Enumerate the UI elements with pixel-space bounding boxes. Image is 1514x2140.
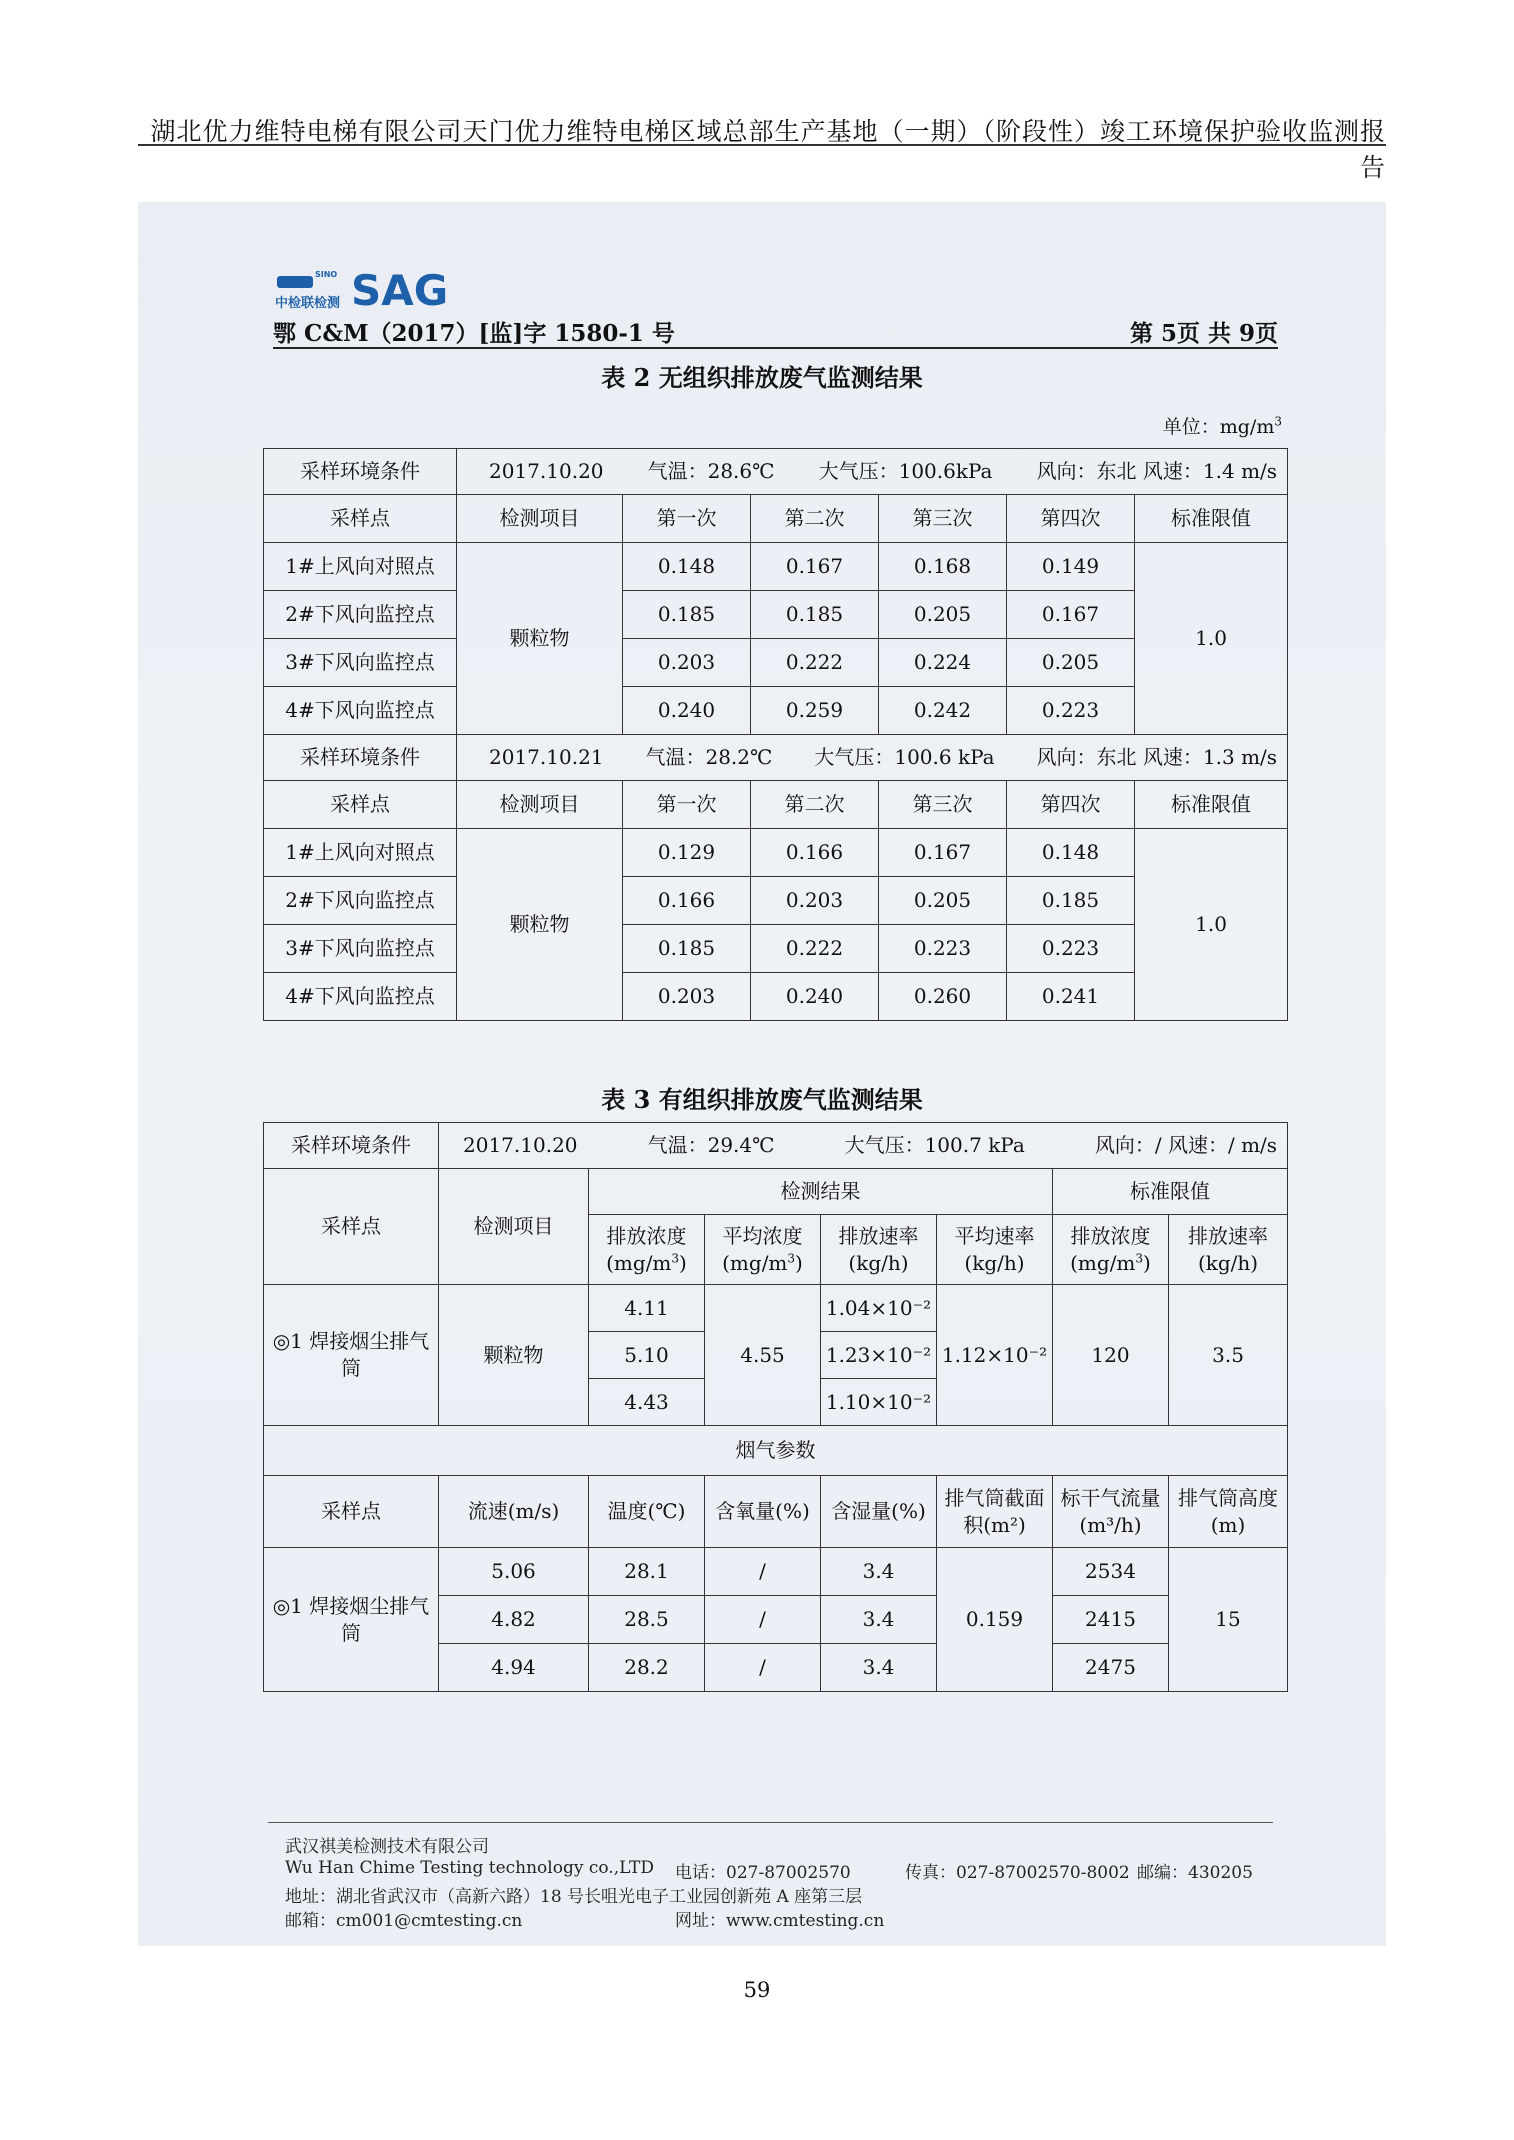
- value-cell: 0.223: [1007, 925, 1135, 973]
- page-of: 第 5页 共 9页: [1129, 320, 1278, 347]
- condition-date: 2017.10.20: [489, 459, 604, 483]
- header-cell: 第四次: [1007, 781, 1135, 829]
- test-item: 颗粒物: [457, 829, 623, 1021]
- header-cell: 第一次: [623, 495, 751, 543]
- condition-label: 采样环境条件: [264, 735, 457, 781]
- value-cell: 4.11: [589, 1285, 705, 1332]
- condition-temp: 气温：28.6℃: [647, 459, 775, 483]
- condition-values: [457, 449, 1288, 495]
- sampling-point: 3#下风向监控点: [264, 925, 457, 973]
- table-row: [264, 1285, 1288, 1332]
- condition-date: 2017.10.21: [489, 745, 604, 769]
- document-number: 鄂 C&M（2017）[监]字 1580-1 号: [273, 320, 675, 347]
- header-cell: 采样点: [264, 1476, 439, 1548]
- footer-website: 网址：www.cmtesting.cn: [675, 1911, 885, 1931]
- stack-height: 15: [1169, 1548, 1288, 1692]
- table2: [263, 448, 1288, 1021]
- value-cell: /: [705, 1548, 821, 1596]
- header-rule: [138, 144, 1386, 146]
- footer-rule: [268, 1822, 1273, 1823]
- header-cell: 检测结果: [589, 1169, 1053, 1215]
- footer-web-line: [285, 1906, 1285, 1931]
- test-item: 颗粒物: [439, 1285, 589, 1426]
- value-cell: 1.23×10⁻²: [821, 1332, 937, 1379]
- value-cell: 0.240: [751, 973, 879, 1021]
- value-cell: 3.4: [821, 1596, 937, 1644]
- value-cell: 0.203: [623, 973, 751, 1021]
- value-cell: 0.205: [1007, 639, 1135, 687]
- condition-wind: 风向：东北 风速：1.4 m/s: [1036, 459, 1278, 483]
- table2-title: 表 2 无组织排放废气监测结果: [601, 363, 923, 392]
- table-row: [264, 1548, 1288, 1596]
- value-cell: 28.1: [589, 1548, 705, 1596]
- avg-conc: 4.55: [705, 1285, 821, 1426]
- table2-header-row: [264, 495, 1288, 543]
- header-cell: 排放浓度 $(mg/m^3)$: [589, 1215, 705, 1285]
- condition-temp: 气温：28.2℃: [645, 745, 773, 769]
- value-cell: 4.94: [439, 1644, 589, 1692]
- document-number-rule: [273, 347, 1278, 349]
- condition-date: 2017.10.20: [463, 1133, 578, 1157]
- footer-company-en: Wu Han Chime Testing technology co.,LTD: [285, 1858, 654, 1878]
- header-cell: 第三次: [879, 495, 1007, 543]
- header-cell: 标准限值: [1135, 495, 1288, 543]
- table3-header-row: [264, 1169, 1288, 1215]
- value-cell: 0.149: [1007, 543, 1135, 591]
- value-cell: 0.168: [879, 543, 1007, 591]
- table-row: [264, 543, 1288, 591]
- condition-values: [457, 735, 1288, 781]
- table-row: [264, 973, 1288, 1021]
- header-cell: 标干气流量(m³/h): [1053, 1476, 1169, 1548]
- value-cell: /: [705, 1644, 821, 1692]
- sampling-point: ◎1 焊接烟尘排气筒: [264, 1285, 439, 1426]
- header-cell: 第一次: [623, 781, 751, 829]
- value-cell: 1.10×10⁻²: [821, 1379, 937, 1426]
- standard-limit: 1.0: [1135, 543, 1288, 735]
- header-cell: 含氧量(%): [705, 1476, 821, 1548]
- header-cell: 平均浓度 $(mg/m^3)$: [705, 1215, 821, 1285]
- stack-area: 0.159: [937, 1548, 1053, 1692]
- table-row: [264, 687, 1288, 735]
- value-cell: 0.129: [623, 829, 751, 877]
- table3-condition-row: [264, 1123, 1288, 1169]
- sag-logo: [275, 262, 455, 315]
- flue-title: 烟气参数: [264, 1426, 1288, 1476]
- value-cell: 0.166: [623, 877, 751, 925]
- value-cell: 0.223: [1007, 687, 1135, 735]
- value-cell: 0.222: [751, 639, 879, 687]
- value-cell: 0.242: [879, 687, 1007, 735]
- condition-wind: 风向：/ 风速：/ m/s: [1094, 1133, 1278, 1157]
- header-cell: 标准限值: [1135, 781, 1288, 829]
- footer-address: 地址：湖北省武汉市（高新六路）18 号长咀光电子工业园创新苑 A 座第三层: [285, 1887, 863, 1907]
- value-cell: 0.241: [1007, 973, 1135, 1021]
- table-row: [264, 925, 1288, 973]
- sampling-point: 2#下风向监控点: [264, 877, 457, 925]
- flue-header-row: [264, 1476, 1288, 1548]
- value-cell: /: [705, 1596, 821, 1644]
- sampling-point: 4#下风向监控点: [264, 687, 457, 735]
- header-cell: 采样点: [264, 495, 457, 543]
- value-cell: 0.260: [879, 973, 1007, 1021]
- header-cell: 检测项目: [457, 495, 623, 543]
- logo-sino: SINO: [315, 270, 338, 279]
- condition-label: 采样环境条件: [264, 449, 457, 495]
- running-header: 湖北优力维特电梯有限公司天门优力维特电梯区域总部生产基地（一期）（阶段性）竣工环境保护验收监测报告: [150, 117, 1386, 182]
- value-cell: 0.259: [751, 687, 879, 735]
- table-row: [264, 639, 1288, 687]
- header-cell: 第四次: [1007, 495, 1135, 543]
- value-cell: 0.185: [623, 925, 751, 973]
- value-cell: 0.148: [1007, 829, 1135, 877]
- table3: [263, 1122, 1288, 1692]
- condition-wind: 风向：东北 风速：1.3 m/s: [1036, 745, 1278, 769]
- value-cell: 0.205: [879, 877, 1007, 925]
- value-cell: 0.203: [623, 639, 751, 687]
- value-cell: 0.222: [751, 925, 879, 973]
- sampling-point: 4#下风向监控点: [264, 973, 457, 1021]
- table-row: [264, 591, 1288, 639]
- header-cell: 标准限值: [1053, 1169, 1288, 1215]
- value-cell: 28.2: [589, 1644, 705, 1692]
- value-cell: 0.223: [879, 925, 1007, 973]
- value-cell: 2415: [1053, 1596, 1169, 1644]
- footer-fax: 传真：027-87002570-8002: [905, 1863, 1130, 1883]
- value-cell: 0.185: [751, 591, 879, 639]
- header-cell: 检测项目: [439, 1169, 589, 1285]
- sampling-point: 2#下风向监控点: [264, 591, 457, 639]
- value-cell: 0.240: [623, 687, 751, 735]
- header-cell: 平均速率 (kg/h): [937, 1215, 1053, 1285]
- value-cell: 0.205: [879, 591, 1007, 639]
- table2-header-row: [264, 781, 1288, 829]
- page-number: 59: [743, 1978, 771, 2002]
- header-cell: 第三次: [879, 781, 1007, 829]
- flue-point: ◎1 焊接烟尘排气筒: [264, 1548, 439, 1692]
- scanned-report-page: [138, 202, 1386, 1946]
- avg-rate: 1.12×10⁻²: [937, 1285, 1053, 1426]
- sampling-point: 1#上风向对照点: [264, 543, 457, 591]
- value-cell: 0.185: [1007, 877, 1135, 925]
- value-cell: 0.166: [751, 829, 879, 877]
- header-cell: 温度(℃): [589, 1476, 705, 1548]
- value-cell: 0.167: [879, 829, 1007, 877]
- table2-unit: 单位：$mg/m^3$: [1162, 414, 1282, 438]
- header-cell: 排气筒截面积(m²): [937, 1476, 1053, 1548]
- value-cell: 3.4: [821, 1644, 937, 1692]
- value-cell: 28.5: [589, 1596, 705, 1644]
- footer-email: 邮箱：cm001@cmtesting.cn: [285, 1911, 523, 1931]
- value-cell: 5.10: [589, 1332, 705, 1379]
- value-cell: 0.185: [623, 591, 751, 639]
- table2-condition-row: [264, 449, 1288, 495]
- condition-values: [439, 1123, 1288, 1169]
- header-cell: 采样点: [264, 1169, 439, 1285]
- value-cell: 4.43: [589, 1379, 705, 1426]
- test-item: 颗粒物: [457, 543, 623, 735]
- table-row: [264, 877, 1288, 925]
- value-cell: 1.04×10⁻²: [821, 1285, 937, 1332]
- table3-title: 表 3 有组织排放废气监测结果: [601, 1085, 923, 1114]
- value-cell: 3.4: [821, 1548, 937, 1596]
- standard-limit: 1.0: [1135, 829, 1288, 1021]
- condition-pressure: 大气压：100.6kPa: [818, 459, 993, 483]
- header-cell: 排放速率 (kg/h): [821, 1215, 937, 1285]
- footer-contact-line: [285, 1858, 1285, 1883]
- limit-conc: 120: [1053, 1285, 1169, 1426]
- logo-brand: SAG: [351, 266, 449, 315]
- table-row: [264, 829, 1288, 877]
- value-cell: 5.06: [439, 1548, 589, 1596]
- logo-mark-icon: [277, 276, 313, 288]
- sampling-point: 1#上风向对照点: [264, 829, 457, 877]
- condition-temp: 气温：29.4℃: [647, 1133, 775, 1157]
- value-cell: 4.82: [439, 1596, 589, 1644]
- value-cell: 0.203: [751, 877, 879, 925]
- condition-label: 采样环境条件: [264, 1123, 439, 1169]
- header-cell: 流速(m/s): [439, 1476, 589, 1548]
- condition-pressure: 大气压：100.6 kPa: [814, 745, 995, 769]
- header-cell: 含湿量(%): [821, 1476, 937, 1548]
- limit-rate: 3.5: [1169, 1285, 1288, 1426]
- footer-phone: 电话：027-87002570: [675, 1863, 851, 1883]
- header-cell: 第二次: [751, 781, 879, 829]
- condition-pressure: 大气压：100.7 kPa: [844, 1133, 1025, 1157]
- header-cell: 排放浓度 $(mg/m^3)$: [1053, 1215, 1169, 1285]
- header-cell: 第二次: [751, 495, 879, 543]
- footer-company-cn: 武汉祺美检测技术有限公司: [285, 1837, 489, 1857]
- footer-postcode: 邮编：430205: [1137, 1863, 1253, 1883]
- value-cell: 0.148: [623, 543, 751, 591]
- flue-title-row: [264, 1426, 1288, 1476]
- value-cell: 0.167: [1007, 591, 1135, 639]
- header-cell: 排气筒高度(m): [1169, 1476, 1288, 1548]
- table2-condition-row: [264, 735, 1288, 781]
- logo-small-text: 中检联检测: [275, 296, 341, 311]
- value-cell: 0.167: [751, 543, 879, 591]
- header-cell: 排放速率 (kg/h): [1169, 1215, 1288, 1285]
- value-cell: 2534: [1053, 1548, 1169, 1596]
- header-cell: 检测项目: [457, 781, 623, 829]
- sampling-point: 3#下风向监控点: [264, 639, 457, 687]
- value-cell: 0.224: [879, 639, 1007, 687]
- header-cell: 采样点: [264, 781, 457, 829]
- value-cell: 2475: [1053, 1644, 1169, 1692]
